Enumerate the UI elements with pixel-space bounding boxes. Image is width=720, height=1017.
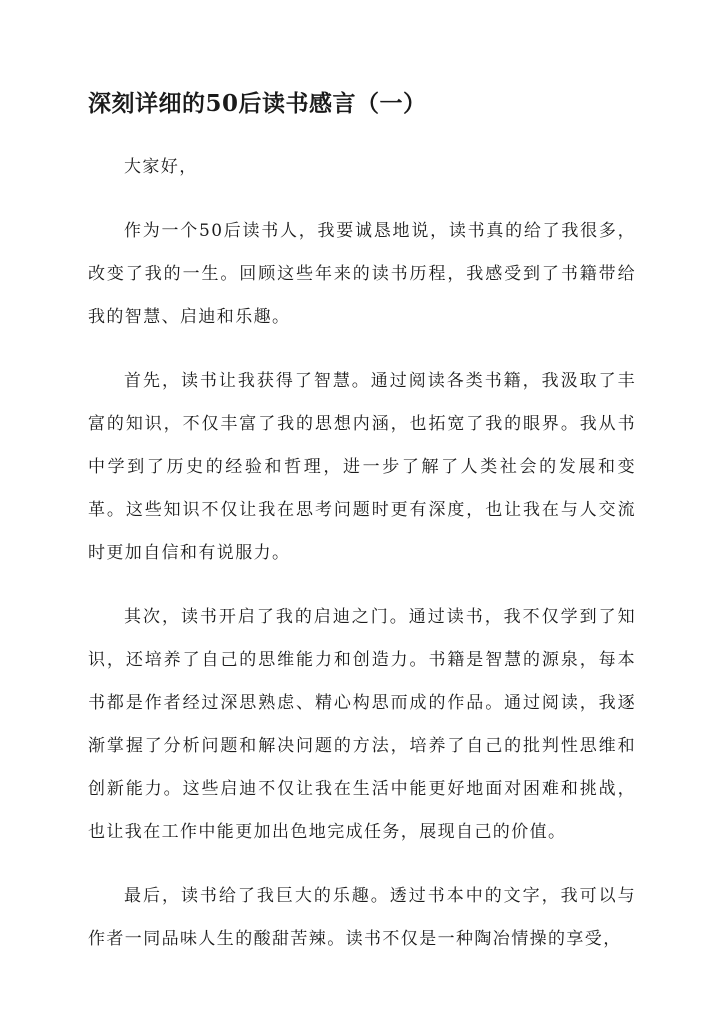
document-body [88,146,636,982]
paragraph-intro: 作为一个50后读书人，我要诚恳地说，读书真的给了我很多，改变了我的一生。回顾这些年来的读书历程，我感受到了书籍带给我的智慧、启迪和乐趣。 [88,221,636,327]
paragraph-inspiration: 其次，读书开启了我的启迪之门。通过读书，我不仅学到了知识，还培养了自己的思维能力和创造力。书籍是智慧的源泉，每本书都是作者经过深思熟虑、精心构思而成的作品。通过阅读，我逐渐掌握了分析问题和解决问题的方法，培养了自己的批判性思维和创新能力。这些启迪不仅让我在生活中能更好地面对困难和挑战，也让我在工作中能更加出色地完成任务，展现自己的价值。 [88,607,636,842]
paragraph-wisdom: 首先，读书让我获得了智慧。通过阅读各类书籍，我汲取了丰富的知识，不仅丰富了我的思想内涵，也拓宽了我的眼界。我从书中学到了历史的经验和哲理，进一步了解了人类社会的发展和变革。这些知识不仅让我在思考问题时更有深度，也让我在与人交流时更加自信和有说服力。 [88,371,636,563]
document-title: 深刻详细的50后读书感言（一） [88,90,427,117]
paragraph-joy: 最后，读书给了我巨大的乐趣。透过书本中的文字，我可以与作者一同品味人生的酸甜苦辣。读书不仅是一种陶冶情操的享受， [88,886,636,949]
paragraph-greeting: 大家好， [124,157,198,177]
